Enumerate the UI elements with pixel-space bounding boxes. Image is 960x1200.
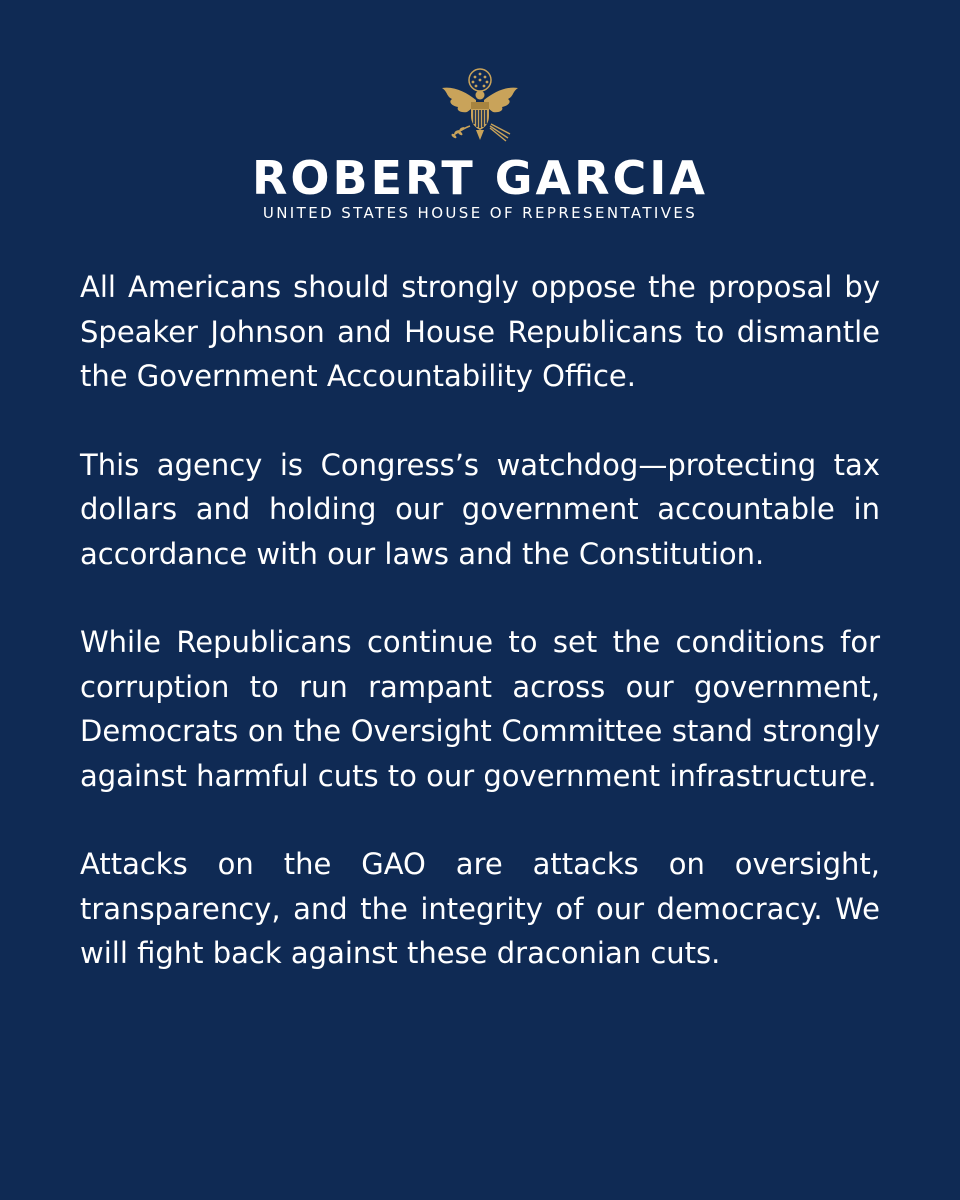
statement-paragraph: While Republicans continue to set the conditions for corruption to run rampant across our government, Democrats on the Oversight Committee stand strongly against harmful cuts to our government infrastructure.	[80, 625, 880, 793]
statement-paragraph: Attacks on the GAO are attacks on oversight, transparency, and the integrity of our democracy. We will fight back against these draconian cuts.	[80, 847, 880, 970]
representative-name: ROBERT GARCIA	[251, 151, 708, 205]
statement-body	[80, 265, 880, 976]
eagle-seal-icon	[436, 66, 524, 150]
statement-paragraph: All Americans should strongly oppose the proposal by Speaker Johnson and House Republicans to dismantle the Government Accountability Office.	[80, 270, 880, 393]
statement-paragraph: This agency is Congress’s watchdog—protecting tax dollars and holding our government accountable in accordance with our laws and the Constitution.	[80, 447, 880, 571]
office-subtitle: UNITED STATES HOUSE OF REPRESENTATIVES	[262, 204, 698, 222]
